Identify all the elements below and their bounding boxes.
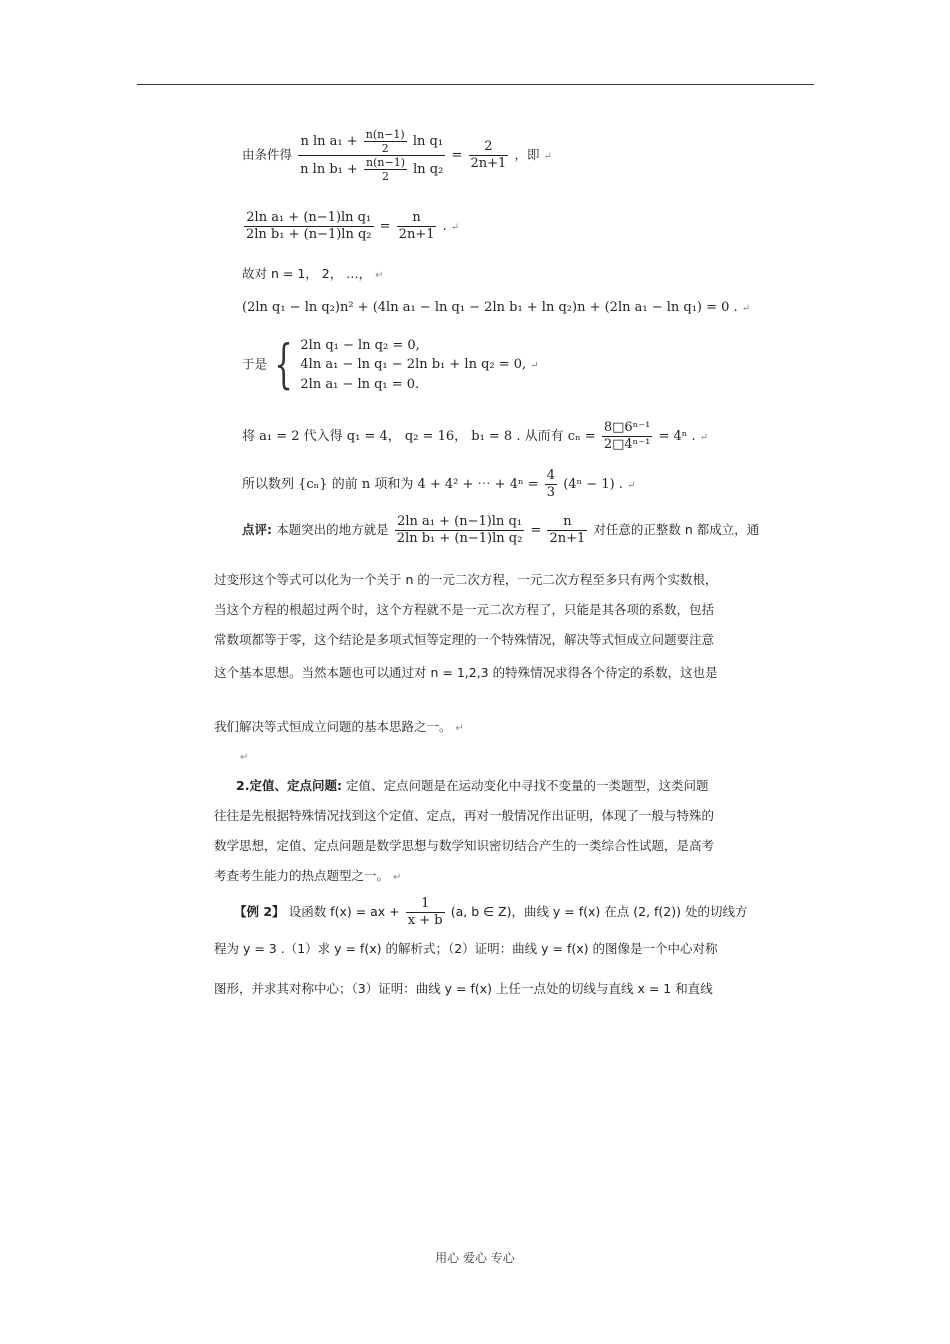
comment-line-4: 常数项都等于零，这个结论是多项式恒等定理的一个特殊情况，解决等式恒成立问题要注意 [214,632,715,647]
section2-line-2: 往往是先根据特殊情况找到这个定值、定点，再对一般情况作出证明，体现了一般与特殊的 [214,808,715,823]
section2-line-1: 2.定值、定点问题: 定值、定点问题是在运动变化中寻找不变量的一类题型，这类问题 [236,778,709,793]
example2-line-3: 图形，并求其对称中心；（3）证明：曲线 y = f(x) 上任一点处的切线与直线 x = 1 和直线 [214,981,713,996]
equation-line-2: $\frac{\text{2ln a₁ + (n−1)ln q₁}}{\text{2ln b₁ + (n−1)ln q₂}}$ = $\frac{n}{2n+1}$ . ↵ [246,210,460,242]
system-row-1: 2ln q₁ − ln q₂ = 0, [300,338,420,353]
system-row-2: 4ln a₁ − ln q₁ − 2ln b₁ + ln q₂ = 0, ↵ [300,357,539,372]
example2-line-2: 程为 y = 3 .（1）求 y = f(x) 的解析式；（2）证明：曲线 y = f(x) 的图像是一个中心对称 [214,941,718,956]
eq2-rhs-fraction: $\frac{n}{2n+1}$ [398,210,435,242]
section2-line-4: 考查考生能力的热点题型之一。 ↵ [214,868,402,883]
example2-fraction: $\frac{1}{x + b}$ [407,896,443,928]
comment-line-2: 过变形这个等式可以化为一个关于 n 的一元二次方程，一元二次方程至多只有两个实数根， [214,572,718,587]
example2-label: 【例 2】 [234,904,285,919]
equation-line-1: 由条件得 n ln a₁ + $\frac{n(n-1)}{2}$ ln q₁ n ln b₁ + $\frac{n(n-1)}{2}$ ln q₂ = $\frac{2}{2n+1}$ ，即 ↵ [242,128,552,183]
left-brace-icon: { [274,335,293,395]
eq1-suffix: ，即 [514,147,540,162]
eq2-fraction: $\frac{\text{2ln a₁ + (n−1)ln q₁}}{\text{2ln b₁ + (n−1)ln q₂}}$ [246,210,372,242]
comment-line-6: 我们解决等式恒成立问题的基本思路之一。 ↵ [214,719,464,734]
comment-label: 点评: [242,522,272,537]
equation-line-3: 故对 n = 1， 2， …， ↵ [242,266,384,281]
equation-system [242,336,539,394]
comment-rhs-fraction: $\frac{n}{2n+1}$ [549,514,586,546]
eq1-prefix: 由条件得 [242,147,293,162]
comment-line-5: 这个基本思想。当然本题也可以通过对 n = 1,2,3 的特殊情况求得各个待定的系数，这也是 [214,665,718,680]
example2-line-1: 【例 2】 设函数 f(x) = ax + $\frac{1}{x + b}$ (a, b ∈ Z)，曲线 y = f(x) 在点 (2, f(2)) 处的切线方 [234,896,748,928]
comment-fraction: $\frac{\text{2ln a₁ + (n−1)ln q₁}}{\text{2ln b₁ + (n−1)ln q₂}}$ [396,514,523,546]
eq7-fraction: $\frac{4}{3}$ [546,468,556,500]
comment-line-3: 当这个方程的根超过两个时，这个方程就不是一元二次方程了，只能是其各项的系数，包括 [214,602,715,617]
system-prefix: 于是 [242,356,268,372]
eq1-main-fraction: n ln a₁ + $\frac{n(n-1)}{2}$ ln q₁ n ln b₁ + $\frac{n(n-1)}{2}$ ln q₂ [300,128,444,183]
header-rule [137,84,814,85]
eq1-rhs-fraction: $\frac{2}{2n+1}$ [470,139,507,171]
empty-paragraph: ↵ [240,752,249,763]
section2-label: 2.定值、定点问题: [236,778,342,793]
eq6-fraction: $\frac{\text{8□6ⁿ⁻¹}}{\text{2□4ⁿ⁻¹}}$ [603,420,651,452]
equation-line-4: (2ln q₁ − ln q₂)n² + (4ln a₁ − ln q₁ − 2ln b₁ + ln q₂)n + (2ln a₁ − ln q₁) = 0 . ↵ [242,300,751,315]
system-row-3: 2ln a₁ − ln q₁ = 0. [300,377,420,392]
comment-first-line: 点评: 本题突出的地方就是 $\frac{\text{2ln a₁ + (n−1)ln q₁}}{\text{2ln b₁ + (n−1)ln q₂}}$ = $\frac{n}{2n+1}$ 对任意的正整数 n 都成立，通 [242,514,760,546]
equation-line-7: 所以数列 {cₙ} 的前 n 项和为 4 + 4² + ⋯ + 4ⁿ = $\frac{4}{3}$ (4ⁿ − 1) . ↵ [242,468,636,500]
section2-line-3: 数学思想，定值、定点问题是数学思想与数学知识密切结合产生的一类综合性试题，是高考 [214,838,715,853]
equation-line-6: 将 a₁ = 2 代入得 q₁ = 4， q₂ = 16， b₁ = 8 . 从而有 cₙ = $\frac{\text{8□6ⁿ⁻¹}}{\text{2□4ⁿ⁻¹}}$ = 4ⁿ . ↵ [242,420,709,452]
page-footer: 用心 爱心 专心 [435,1251,515,1265]
